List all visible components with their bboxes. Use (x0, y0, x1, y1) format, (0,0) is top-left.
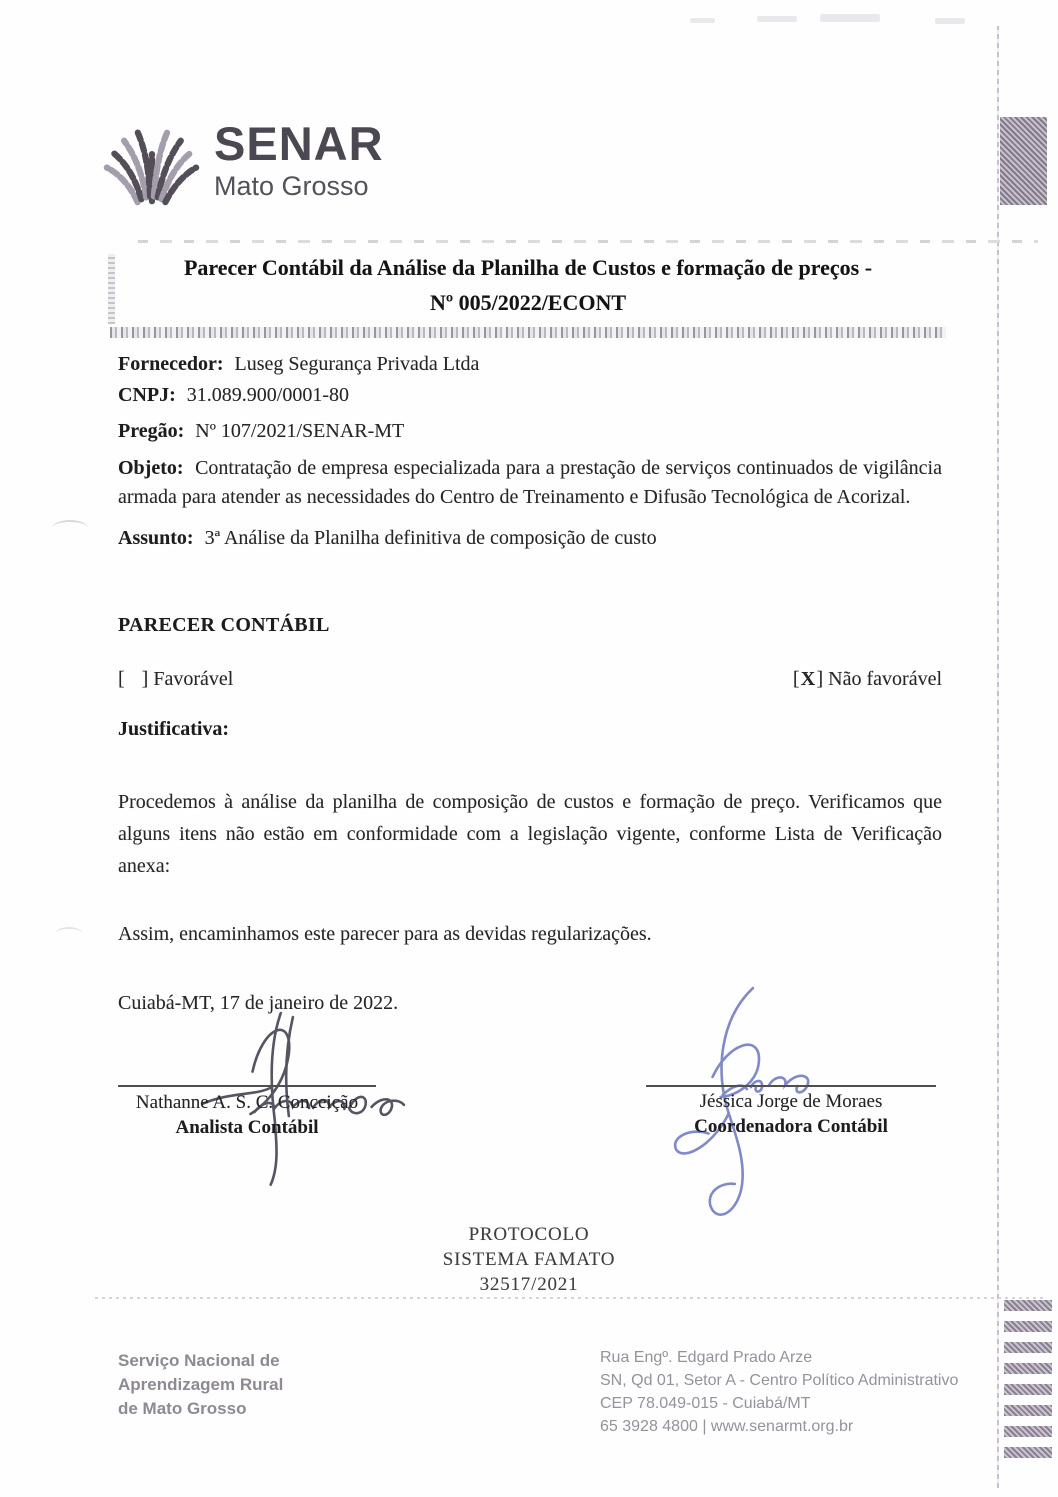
checkbox-mark-nao-favoravel: X (800, 668, 816, 690)
scan-curve-mark (52, 520, 88, 536)
scan-dotted-separator (95, 1297, 1045, 1299)
parecer-heading: PARECER CONTÁBIL (118, 614, 330, 636)
field-label: Objeto: (118, 457, 184, 479)
option-nao-favoravel-label: Não favorável (828, 668, 942, 690)
document-title-block (110, 250, 946, 338)
field-label: Pregão: (118, 420, 185, 442)
option-nao-favoravel (793, 668, 942, 691)
senar-logo-text (214, 110, 384, 202)
footer-address-line: Rua Engº. Edgard Prado Arze (600, 1349, 813, 1366)
footer-org-line: Aprendizagem Rural (118, 1375, 284, 1394)
scan-stripe (1004, 1405, 1052, 1416)
document-meta-fields (118, 349, 942, 553)
scan-smudge (690, 18, 715, 23)
option-favoravel-label: Favorável (153, 668, 234, 690)
field-pregao (118, 416, 942, 446)
footer-address (600, 1346, 958, 1438)
field-value: Nº 107/2021/SENAR-MT (195, 420, 405, 442)
logo-region: Mato Grosso (214, 171, 369, 201)
field-value: Contratação de empresa especializada para a prestação de serviços continuados de vigilância armada para atender as necessidades do Centro de Treinamento e Difusão Tecnológica de Acorizal. (118, 457, 942, 508)
scan-smudge (757, 16, 797, 22)
parecer-section (118, 614, 942, 741)
dateline: Cuiabá-MT, 17 de janeiro de 2022. (118, 992, 399, 1014)
protocol-line2: SISTEMA FAMATO (442, 1249, 616, 1270)
scan-smudge (820, 14, 880, 22)
field-cnpj (118, 380, 942, 410)
field-value: 31.089.900/0001-80 (186, 384, 349, 406)
footer-address-line: CEP 78.049-015 - Cuiabá/MT (600, 1395, 811, 1412)
footer-org-line: de Mato Grosso (118, 1399, 247, 1418)
signer-role-left: Analista Contábil (175, 1117, 319, 1138)
scan-stripe (1004, 1384, 1052, 1395)
field-value: 3ª Análise da Planilha definitiva de composição de custo (204, 527, 657, 549)
document-title-line1: Parecer Contábil da Análise da Planilha de Custos e formação de preços - (183, 255, 873, 280)
justificativa-label: Justificativa: (118, 718, 230, 740)
logo-brand: SENAR (214, 117, 384, 170)
scan-stripe (1004, 1300, 1052, 1311)
parecer-options-row (118, 668, 942, 691)
scan-stripe (1004, 1426, 1052, 1437)
protocol-number: 32517/2021 (479, 1274, 579, 1295)
protocol-stamp (0, 1222, 1058, 1297)
signer-name-right: Jéssica Jorge de Moraes (699, 1091, 883, 1112)
signer-role-right: Coordenadora Contábil (694, 1116, 888, 1137)
senar-logo (102, 110, 384, 206)
scan-dashed-line (138, 240, 1038, 243)
scan-edge-block (1000, 117, 1047, 205)
checkbox-bracket: [ (118, 668, 125, 690)
scan-stripe (1004, 1363, 1052, 1374)
senar-wheat-icon (102, 110, 200, 206)
document-title-line2: Nº 005/2022/ECONT (429, 290, 627, 315)
paragraph-forwarding: Assim, encaminhamos este parecer para as devidas regularizações. (118, 923, 652, 945)
scan-stripe (1004, 1321, 1052, 1332)
checkbox-bracket: [ (792, 668, 800, 690)
scan-stripe (1004, 1447, 1052, 1458)
signer-name-left: Nathanne A. S. C. Conceição (135, 1092, 359, 1113)
field-assunto (118, 523, 942, 553)
checkbox-bracket: ] (816, 668, 824, 690)
checkbox-bracket: ] (141, 668, 149, 690)
body-paragraphs (118, 786, 942, 1019)
field-label: Fornecedor: (118, 353, 224, 375)
footer-address-line: SN, Qd 01, Setor A - Centro Político Administrativo (600, 1372, 959, 1389)
paragraph-analysis: Procedemos à análise da planilha de composição de custos e formação de preço. Verificamos que alguns itens não estão em conformidade com a legislação vigente, conforme Lista de Verificação anexa: (118, 791, 942, 877)
footer-org-line: Serviço Nacional de (118, 1351, 280, 1370)
field-fornecedor (118, 349, 942, 379)
protocol-line1: PROTOCOLO (468, 1224, 590, 1245)
footer-contact-line: 65 3928 4800 | www.senarmt.org.br (600, 1418, 854, 1435)
field-value: Luseg Segurança Privada Ltda (234, 353, 480, 375)
signatures-block (118, 1085, 942, 1245)
field-label: CNPJ: (118, 384, 176, 406)
option-favoravel (118, 668, 233, 691)
field-objeto (118, 454, 942, 512)
scan-stripe (1004, 1342, 1052, 1353)
scan-dash-mark (56, 927, 82, 939)
scan-texture-strip (108, 254, 115, 324)
signature-right (646, 1085, 936, 1139)
footer-organization (118, 1349, 283, 1421)
title-texture-underline (110, 327, 946, 338)
scan-smudge (935, 18, 965, 24)
signature-left (118, 1085, 376, 1140)
field-label: Assunto: (118, 527, 194, 549)
